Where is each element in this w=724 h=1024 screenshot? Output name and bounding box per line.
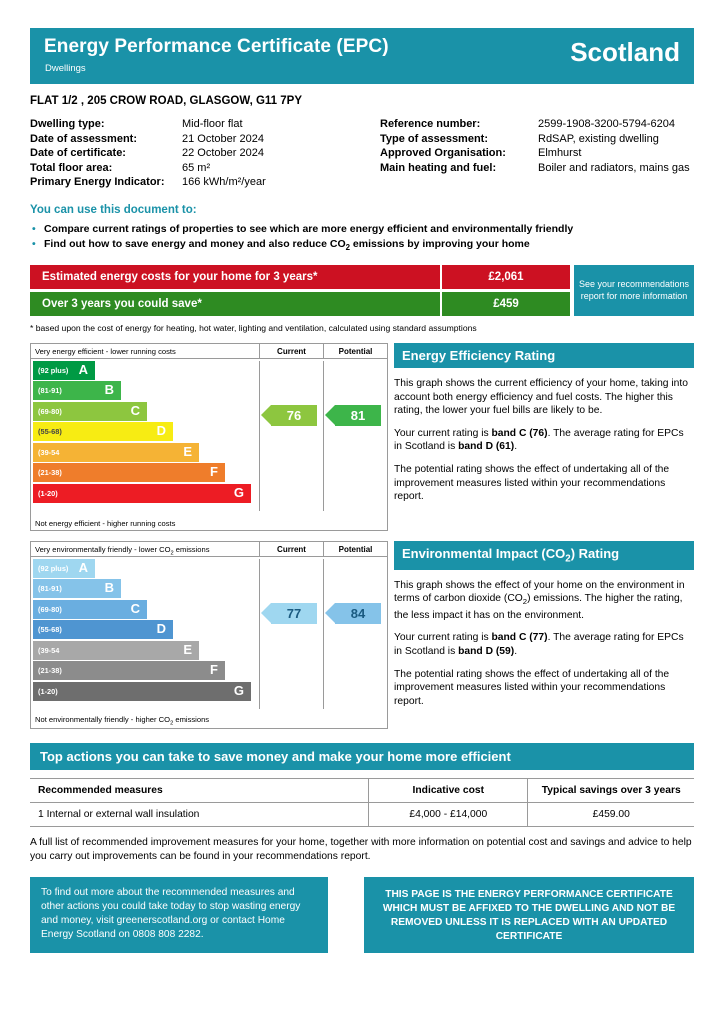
potential-rating-arrow: [335, 405, 381, 426]
column-header-cost: Indicative cost: [369, 779, 528, 803]
measure-cost: £4,000 - £14,000: [369, 803, 528, 827]
recommended-measures-table: [30, 778, 694, 827]
arrow-tip: [325, 405, 335, 425]
co2-title-pre: Environmental Impact (CO: [402, 546, 566, 562]
p2-band-current: band C (76): [491, 427, 548, 439]
graph-bottom-note: Not environmentally friendly - higher $CO_2$ emissions: [35, 714, 210, 727]
band-c: [33, 402, 147, 421]
co2-impact-graph: [30, 541, 388, 729]
document-header: [30, 28, 694, 84]
band-b: [33, 579, 121, 598]
details-left-values: [182, 117, 372, 190]
band-range: (92 plus): [38, 563, 69, 573]
graph-header: [31, 344, 387, 359]
band-letter: E: [183, 641, 192, 657]
column-header-savings: Typical savings over 3 years: [528, 779, 694, 803]
co2-paragraph-1: This graph shows the effect of your home on the environment in terms of carbon dioxide $(CO_2)$ emissions. The higher the rating, the less impact it has on the environment.: [394, 579, 685, 621]
co2-impact-text: [394, 541, 694, 729]
detail-label: Main heating and fuel:: [380, 161, 497, 174]
cost-footnote: * based upon the cost of energy for heating, hot water, lighting and ventilation, calculated using standard assumptions: [30, 323, 477, 334]
arrow-tip: [325, 603, 335, 623]
arrow-tip: [261, 405, 271, 425]
p2-pre: Your current rating is: [394, 632, 492, 644]
energy-efficiency-text: [394, 343, 694, 531]
band-f: [33, 463, 225, 482]
detail-value: 65 m²: [182, 161, 211, 174]
band-letter: C: [130, 600, 140, 616]
band-letter: D: [156, 621, 166, 637]
band-range: (39-54: [38, 447, 60, 457]
band-c: [33, 600, 147, 619]
graph-top-note: Very energy efficient - lower running costs: [35, 347, 176, 357]
potential-rating-value: 81: [350, 407, 366, 423]
band-letter: F: [210, 662, 218, 678]
detail-label: Approved Organisation:: [380, 147, 506, 160]
column-header-measures: Recommended measures: [30, 779, 369, 803]
property-address: FLAT 1/2 , 205 CROW ROAD, GLASGOW, G11 7PY: [30, 95, 303, 107]
band-letter: A: [78, 361, 88, 377]
co2-paragraph-3: The potential rating shows the effect of undertaking all of the improvement measures listed within your recommendations report.: [394, 668, 670, 707]
band-letter: C: [130, 402, 140, 418]
band-letter: B: [104, 382, 114, 398]
co2-title-post: ) Rating: [570, 546, 620, 562]
band-range: (92 plus): [38, 365, 69, 375]
co2-title-sub: 2: [565, 553, 571, 565]
detail-value: Boiler and radiators, mains gas: [538, 161, 690, 174]
band-a: [33, 361, 95, 380]
table-header-row: [30, 779, 694, 803]
full-list-note: A full list of recommended improvement measures for your home, together with more information on potential cost and savings and advice to help you carry out improvements can be found in your recommendations report.: [30, 837, 692, 862]
p2-band-current: band C (77): [491, 632, 548, 644]
p2-band-average: band D (61): [458, 441, 515, 453]
graph-col-current: Current: [259, 344, 323, 358]
detail-value: 21 October 2024: [182, 132, 264, 145]
detail-value: 22 October 2024: [182, 147, 264, 160]
band-range: (69-80): [38, 406, 62, 416]
co2-impact-section: [30, 541, 694, 729]
column-separator: [259, 559, 260, 709]
saving-value: £459: [440, 292, 570, 316]
detail-value: 2599-1908-3200-5794-6204: [538, 118, 676, 130]
band-g: [33, 682, 251, 701]
p2-post: .: [514, 646, 518, 658]
arrow-tip: [261, 603, 271, 623]
band-letter: D: [156, 423, 166, 439]
page-title: Energy Performance Certificate (EPC): [44, 36, 389, 57]
band-range: (69-80): [38, 604, 62, 614]
potential-rating-arrow: [335, 603, 381, 624]
energy-efficiency-graph: [30, 343, 388, 531]
details-right: [380, 117, 694, 190]
detail-value: Elmhurst: [538, 147, 582, 160]
column-separator: [323, 361, 324, 511]
cost-summary: [30, 265, 694, 319]
measure-name: 1 Internal or external wall insulation: [30, 803, 369, 827]
band-letter: E: [183, 443, 192, 459]
detail-label: Primary Energy Indicator:: [30, 176, 165, 189]
graph-header: [31, 542, 387, 557]
graph-bottom-note: Not energy efficient - higher running costs: [35, 519, 176, 529]
band-letter: A: [78, 559, 88, 575]
p2-post: .: [514, 441, 518, 453]
band-letter: F: [210, 464, 218, 480]
band-letter: B: [104, 580, 114, 596]
graph-col-current: Current: [259, 542, 323, 556]
band-range: (1-20): [38, 686, 58, 696]
graph-top-note: Very environmentally friendly - lower $CO_2$ emissions: [35, 545, 210, 557]
detail-label: Reference number:: [380, 118, 481, 130]
detail-value: Mid-floor flat: [182, 118, 243, 130]
band-b: [33, 381, 121, 400]
list-item: • Find out how to save energy and money and also reduce $CO_2$ emissions by improving your home: [30, 237, 694, 255]
certificate-notice-box: THIS PAGE IS THE ENERGY PERFORMANCE CERTIFICATE WHICH MUST BE AFFIXED TO THE DWELLING AND NOT BE REMOVED UNLESS IT IS REPLACED WITH AN UPDATED CERTIFICATE: [364, 877, 694, 953]
graph-col-potential: Potential: [323, 542, 387, 556]
band-e: [33, 641, 199, 660]
energy-paragraph-3: The potential rating shows the effect of undertaking all of the improvement measures listed within your recommendations report.: [394, 464, 670, 503]
detail-value: RdSAP, existing dwelling: [538, 132, 659, 145]
band-range: (21-38): [38, 666, 62, 676]
band-range: (81-91): [38, 584, 62, 594]
current-rating-arrow: [271, 603, 317, 624]
detail-label: Total floor area:: [30, 161, 113, 174]
property-details: [30, 117, 694, 190]
estimated-cost-label: Estimated energy costs for your home for 3 years*: [30, 265, 440, 289]
see-recommendations-box: See your recommendations report for more information: [574, 265, 694, 316]
band-a: [33, 559, 95, 578]
band-f: [33, 661, 225, 680]
p2-band-average: band D (59): [458, 646, 515, 658]
top-actions-title: Top actions you can take to save money and make your home more efficient: [30, 743, 694, 770]
current-rating-value: 76: [286, 407, 302, 423]
table-row: [30, 803, 694, 827]
band-d: [33, 422, 173, 441]
band-letter: G: [233, 484, 244, 500]
use-document-list: [30, 222, 694, 255]
detail-label: Type of assessment:: [380, 132, 489, 145]
band-list: [31, 559, 387, 709]
details-left: [30, 117, 380, 190]
saving-label: Over 3 years you could save*: [30, 292, 440, 316]
energy-paragraph-2: [394, 427, 694, 454]
potential-rating-value: 84: [350, 605, 366, 621]
find-out-more-box: To find out more about the recommended measures and other actions you could take today to stop wasting energy and money, visit greenerscotland.org or contact Home Energy Scotland on 0808 808 2282.: [30, 877, 328, 953]
column-separator: [259, 361, 260, 511]
band-range: (1-20): [38, 488, 58, 498]
footer-boxes: [30, 877, 694, 953]
band-d: [33, 620, 173, 639]
detail-label: Date of certificate:: [30, 147, 126, 160]
band-range: (81-91): [38, 386, 62, 396]
column-separator: [323, 559, 324, 709]
estimated-cost-value: £2,061: [440, 265, 570, 289]
band-range: (21-38): [38, 468, 62, 478]
energy-efficiency-section: [30, 343, 694, 531]
header-subtitle: Dwellings: [45, 63, 86, 74]
p2-pre: Your current rating is: [394, 427, 492, 439]
co2-paragraph-2: [394, 631, 694, 658]
band-range: (39-54: [38, 645, 60, 655]
co2-impact-title: [394, 541, 694, 570]
details-right-labels: [380, 117, 538, 190]
scotland-brand: Scotland: [570, 37, 680, 67]
band-e: [33, 443, 199, 462]
band-range: (55-68): [38, 625, 62, 635]
detail-label: Dwelling type:: [30, 118, 105, 130]
band-letter: G: [233, 682, 244, 698]
details-right-values: [538, 117, 694, 190]
band-list: [31, 361, 387, 511]
use-document-title: You can use this document to:: [30, 203, 197, 216]
graph-col-potential: Potential: [323, 344, 387, 358]
p2-mid: . The average rating for EPCs in Scotland is: [394, 427, 684, 453]
list-item: • Compare current ratings of properties to see which are more energy efficient and environmentally friendly: [30, 222, 694, 237]
measure-savings: £459.00: [528, 803, 694, 827]
band-g: [33, 484, 251, 503]
band-range: (55-68): [38, 427, 62, 437]
details-left-labels: [30, 117, 182, 190]
p2-mid: . The average rating for EPCs in Scotland is: [394, 632, 684, 658]
detail-label: Date of assessment:: [30, 132, 137, 145]
current-rating-arrow: [271, 405, 317, 426]
energy-paragraph-1: This graph shows the current efficiency of your home, taking into account both energy efficiency and fuel costs. The higher this rating, the lower your fuel bills are likely to be.: [394, 378, 688, 417]
current-rating-value: 77: [286, 605, 302, 621]
detail-value: 166 kWh/m²/year: [182, 176, 266, 189]
energy-efficiency-title: Energy Efficiency Rating: [394, 343, 694, 368]
epc-document: [30, 28, 694, 953]
